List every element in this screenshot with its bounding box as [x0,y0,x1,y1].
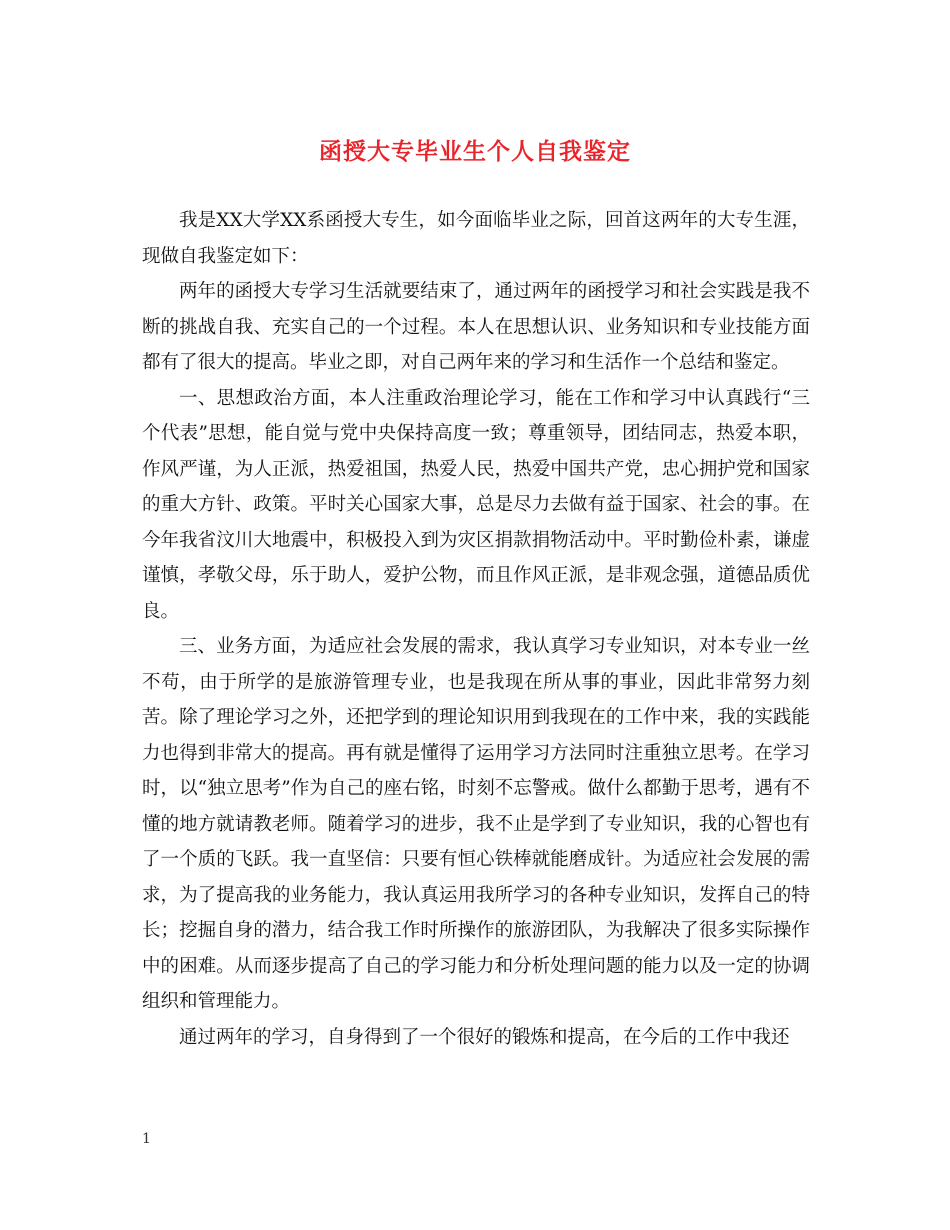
document-body [142,203,810,1055]
paragraph-political: 一、思想政治方面，本人注重政治理论学习，能在工作和学习中认真践行“三个代表”思想，能自觉与党中央保持高度一致；尊重领导，团结同志，热爱本职，作风严谨，为人正派，热爱祖国，热爱人民，热爱中国共产党，忠心拥护党和国家的重大方针、政策。平时关心国家大事，总是尽力去做有益于国家、社会的事。在今年我省汶川大地震中，积极投入到为灾区捐款捐物活动中。平时勤俭朴素，谦虚谨慎，孝敬父母，乐于助人，爱护公物，而且作风正派，是非观念强，道德品质优良。 [142,387,810,622]
paragraph-professional: 三、业务方面，为适应社会发展的需求，我认真学习专业知识，对本专业一丝不苟，由于所学的是旅游管理专业，也是我现在所从事的事业，因此非常努力刻苦。除了理论学习之外，还把学到的理论知识用到我现在的工作中来，我的实践能力也得到非常大的提高。再有就是懂得了运用学习方法同时注重独立思考。在学习时，以“独立思考”作为自己的座右铭，时刻不忘警戒。做什么都勤于思考，遇有不懂的地方就请教老师。随着学习的进步，我不止是学到了专业知识，我的心智也有了一个质的飞跃。我一直坚信：只要有恒心铁棒就能磨成针。为适应社会发展的需求，为了提高我的业务能力，我认真运用我所学习的各种专业知识，发挥自己的特长；挖掘自身的潜力，结合我工作时所操作的旅游团队，为我解决了很多实际操作中的困难。从而逐步提高了自己的学习能力和分析处理问题的能力以及一定的协调组织和管理能力。 [142,636,810,1012]
document-title: 函授大专毕业生个人自我鉴定 [319,138,631,165]
page-number: 1 [142,1131,151,1147]
paragraph-intro: 我是XX大学XX系函授大专生，如今面临毕业之际，回首这两年的大专生涯，现做自我鉴定如下： [142,210,810,267]
paragraph-summary: 两年的函授大专学习生活就要结束了，通过两年的函授学习和社会实践是我不断的挑战自我、充实自己的一个过程。本人在思想认识、业务知识和专业技能方面都有了很大的提高。毕业之即，对自己两年来的学习和生活作一个总结和鉴定。 [142,281,810,373]
paragraph-conclusion: 通过两年的学习，自身得到了一个很好的锻炼和提高，在今后的工作中我还 [179,1026,790,1048]
